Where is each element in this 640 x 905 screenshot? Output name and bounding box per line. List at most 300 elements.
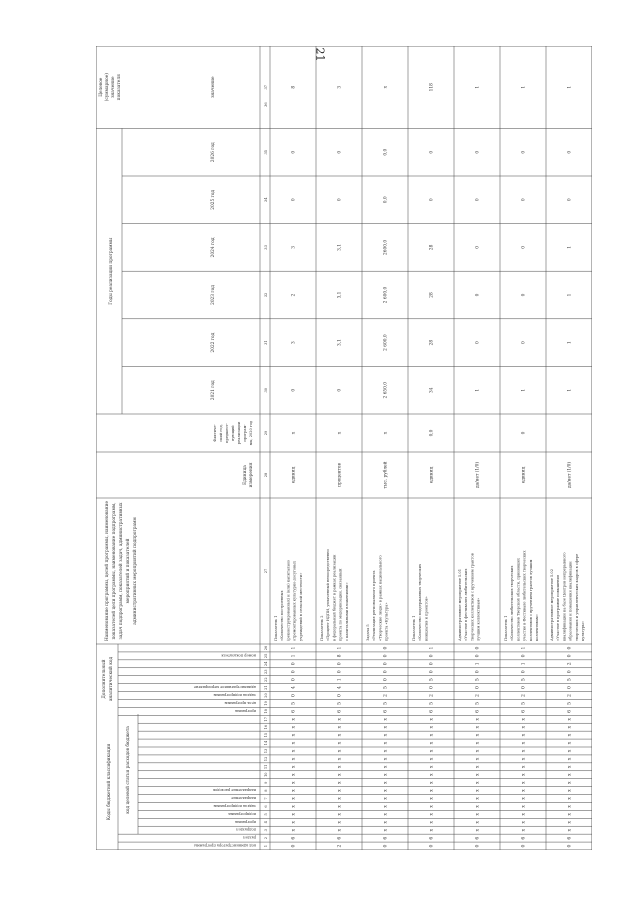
row-code-cell: х — [521, 773, 527, 777]
row-target: 8 — [291, 85, 297, 89]
row-name-line: лучшим коллективам» — [476, 597, 481, 641]
row-code-cell: 8 — [337, 654, 343, 658]
row-name-line: коллективов с вручением грантов лучшим — [528, 559, 533, 641]
row-year-value: 34 — [429, 387, 435, 393]
row-code-cell: 0 — [567, 654, 573, 658]
column-number: 37 — [264, 84, 268, 90]
row-name-line: (реконструированных) и (или) капитально — [286, 560, 291, 641]
column-number: 14 — [264, 740, 268, 746]
row-code-cell: х — [475, 781, 481, 784]
column-number: 17 — [264, 716, 268, 722]
row-code-cell: х — [429, 765, 435, 769]
column-number: 1 — [264, 844, 268, 848]
header-actual-year: вующий — [231, 425, 235, 441]
row-actual: х — [383, 431, 389, 435]
row-code-cell: х — [521, 820, 527, 824]
row-unit: да/нет (1/0) — [567, 461, 573, 489]
header-value-label: значение — [211, 76, 216, 98]
row-code-cell: х — [337, 805, 343, 808]
row-code-cell: 5 — [521, 678, 527, 682]
row-code-cell: х — [383, 749, 389, 753]
column-number: 33 — [264, 245, 268, 250]
row-code-cell: 5 — [475, 701, 481, 705]
row-code-cell: х — [429, 789, 435, 792]
row-code-cell: 0 — [521, 686, 527, 690]
row-target: 118 — [429, 83, 435, 92]
row-code-cell: х — [475, 805, 481, 808]
column-number: 5 — [264, 813, 268, 816]
header-actual-year: предшест- — [225, 423, 229, 443]
row-year-value: 1 — [521, 388, 527, 392]
row-name-line: Показатель 1 — [274, 615, 278, 641]
row-code-cell: 4 — [337, 686, 343, 690]
header-code-label: программа — [235, 708, 256, 713]
row-code-cell: х — [337, 820, 343, 824]
row-name-line: Задача 5 — [366, 624, 370, 641]
row-name-line: Административное мероприятие 5.01 — [458, 569, 462, 641]
row-code-cell: х — [475, 820, 481, 824]
row-code-cell: х — [429, 757, 435, 761]
row-code-cell: 1 — [475, 662, 481, 666]
row-code-cell: х — [291, 813, 297, 816]
header-actual-year: ский год, — [219, 424, 223, 442]
row-unit: да/нет (1/0) — [475, 461, 481, 489]
header-code-label: код администратора программы — [194, 843, 256, 848]
row-code-cell: 6 — [337, 709, 343, 713]
row-code-cell: х — [291, 828, 297, 832]
row-code-cell: х — [383, 773, 389, 777]
row-code-cell: 1 — [291, 646, 297, 650]
row-code-cell: х — [567, 757, 573, 761]
row-year-value: 2 600,0 — [383, 334, 389, 351]
header-budget-codes: Коды бюджетной классификации — [107, 743, 112, 821]
column-number: 11 — [264, 764, 268, 770]
row-year-value: 0 — [475, 246, 481, 249]
row-year-value: 0 — [291, 150, 297, 154]
column-number: 35 — [264, 149, 268, 155]
row-code-cell: 5 — [567, 701, 573, 705]
row-year-value: 2 600,0 — [383, 286, 389, 304]
row-code-cell: х — [429, 741, 435, 745]
row-year-value: 1 — [567, 388, 573, 392]
row-code-cell: х — [521, 797, 527, 800]
row-code-cell: 0 — [337, 662, 343, 666]
header-name: Наименование программы, целей программы, наименование — [105, 500, 110, 642]
column-number: 9 — [264, 781, 268, 784]
row-code-cell: 5 — [429, 678, 435, 682]
row-year-value: 28 — [429, 292, 435, 298]
column-number: 34 — [264, 197, 268, 203]
row-code-cell: х — [429, 797, 435, 800]
row-code-cell: х — [521, 805, 527, 808]
row-code-cell: х — [429, 813, 435, 816]
row-name-line: Показатель 2 — [320, 615, 324, 641]
row-code-cell: 0 — [291, 844, 297, 848]
row-code-cell: х — [567, 828, 573, 832]
row-year-value: 2 650,0 — [383, 381, 389, 399]
row-year-value: 2600,0 — [383, 239, 389, 255]
row-name-line: «Количество построенных — [280, 590, 285, 641]
row-code-cell: 0 — [567, 646, 573, 650]
row-code-cell: х — [383, 820, 389, 824]
header-year: 2024 год — [211, 237, 216, 258]
row-code-cell: 0 — [383, 678, 389, 682]
row-code-cell: 0 — [475, 670, 481, 674]
row-code-cell: х — [383, 741, 389, 745]
row-code-cell: 0 — [337, 694, 343, 697]
header-year: 2023 год — [211, 285, 216, 305]
row-year-value: 0 — [567, 198, 573, 202]
row-name-line: проекта по модернизации, связанный — [338, 568, 343, 641]
row-year-value: 1 — [475, 388, 481, 392]
column-number: 20 — [264, 693, 268, 698]
row-code-cell: х — [475, 749, 481, 753]
row-target: 1 — [567, 85, 573, 89]
row-year-value: 0 — [567, 150, 573, 154]
header-name: показателей цели программы, наименование подпрограмм, — [112, 502, 117, 640]
row-code-cell: х — [567, 773, 573, 777]
row-name-line: «Творческие люди» в рамках национального — [378, 555, 383, 641]
row-code-cell: 6 — [383, 709, 389, 713]
row-code-cell: 0 — [475, 646, 481, 650]
column-number: 21 — [264, 685, 268, 690]
header-actual-year: реализации — [237, 421, 241, 445]
header-expense-item: код целевой статьи расходов бюджета — [126, 726, 131, 814]
row-code-cell: 0 — [291, 662, 297, 666]
program-indicators-table — [96, 46, 592, 850]
column-number: 10 — [264, 772, 268, 778]
row-code-cell: х — [337, 813, 343, 816]
row-name-line: с капитальными вложениями» — [344, 582, 349, 641]
row-year-value: 0 — [521, 198, 527, 202]
row-code-cell: х — [337, 733, 343, 737]
row-code-cell: 6 — [337, 836, 343, 840]
row-code-cell: 5 — [567, 678, 573, 682]
row-code-cell: х — [521, 733, 527, 737]
row-code-cell: 6 — [291, 836, 297, 840]
row-code-cell: х — [567, 813, 573, 816]
row-name-line: творческих коллективов с вручением грантов — [470, 553, 475, 641]
row-code-cell: 0 — [429, 662, 435, 666]
row-actual: х — [291, 431, 297, 435]
row-code-cell: 6 — [521, 709, 527, 713]
row-year-value: 1 — [567, 341, 573, 344]
row-code-cell: х — [383, 717, 389, 721]
row-code-cell: х — [429, 773, 435, 777]
row-code-cell: х — [567, 805, 573, 808]
row-code-cell: х — [521, 813, 527, 816]
row-name-line: «Реализация регионального проекта — [372, 570, 377, 641]
row-code-cell: 0 — [521, 844, 527, 848]
row-code-cell: х — [383, 805, 389, 808]
column-number: 12 — [264, 756, 268, 762]
row-name-line: коллективов Тверской области, принявших — [516, 558, 521, 641]
column-number: 27 — [264, 568, 268, 574]
row-code-cell: х — [337, 789, 343, 792]
row-name-line: Показатель 1 — [504, 615, 508, 641]
row-code-cell: 0 — [521, 654, 527, 658]
row-code-cell: 6 — [383, 836, 389, 840]
row-code-cell: х — [567, 820, 573, 824]
row-code-cell: х — [567, 797, 573, 800]
row-year-value: 3,1 — [337, 243, 343, 251]
row-code-cell: х — [521, 765, 527, 769]
row-year-value: 3 — [291, 246, 297, 249]
row-code-cell: х — [337, 717, 343, 721]
row-code-cell: 2 — [429, 694, 435, 697]
row-code-cell: 1 — [337, 678, 343, 682]
header-target: показателя — [117, 74, 122, 101]
row-code-cell: х — [291, 725, 297, 729]
header-code-label: программа — [235, 819, 256, 824]
header-code-label: направление — [231, 796, 256, 800]
header-target: Целевое — [99, 77, 104, 97]
row-code-cell: 5 — [475, 678, 481, 682]
row-year-value: 0 — [337, 150, 343, 154]
row-name-line: «Количество любительских творческих — [510, 565, 515, 641]
column-number: 24 — [264, 661, 268, 667]
row-target: 3 — [337, 85, 343, 89]
header-actual-year: програм- — [243, 424, 247, 442]
row-code-cell: х — [567, 789, 573, 792]
row-code-cell: х — [337, 781, 343, 784]
row-year-value: 0 — [429, 150, 435, 154]
row-code-cell: х — [291, 797, 297, 800]
header-name: задач подпрограмм, показателей задач, административных — [119, 502, 124, 640]
header-code-label: подраздел — [236, 827, 256, 832]
row-name-line: Административное мероприятие 5.02 — [550, 569, 554, 641]
row-unit: единиц — [291, 466, 297, 484]
header-year: 2022 год — [211, 332, 216, 353]
row-code-cell: х — [383, 733, 389, 737]
row-actual: х — [337, 431, 343, 435]
row-year-value: 0 — [521, 293, 527, 297]
row-code-cell: 2 — [567, 662, 573, 666]
row-code-cell: 0 — [337, 670, 343, 674]
row-code-cell: 5 — [337, 701, 343, 705]
header-code-label: административное мероприятие — [193, 685, 256, 690]
row-name-line: коллективам» — [535, 614, 539, 641]
header-name: административных мероприятий подпрограмм — [133, 517, 138, 625]
row-code-cell: х — [383, 725, 389, 729]
row-year-value: 0 — [521, 150, 527, 154]
row-name-line: участие в Фестивале любительских творческих — [522, 550, 527, 641]
row-name-line: Показатель 1 — [412, 615, 416, 641]
row-code-cell: х — [429, 749, 435, 753]
row-target: 1 — [475, 85, 481, 89]
row-code-cell: 6 — [475, 709, 481, 713]
row-code-cell: х — [383, 757, 389, 761]
row-year-value: 2 — [291, 293, 297, 297]
row-name-line: инициатив и проектов» — [424, 596, 429, 641]
row-code-cell: 4 — [291, 686, 297, 690]
row-code-cell: х — [475, 797, 481, 800]
row-code-cell: х — [567, 725, 573, 729]
row-code-cell: х — [475, 773, 481, 777]
row-code-cell: х — [567, 717, 573, 721]
row-name-line: в федеральный бюджет в рамках реализации — [332, 554, 337, 641]
row-code-cell: х — [383, 828, 389, 832]
row-code-cell: х — [475, 733, 481, 737]
row-code-cell: х — [475, 725, 481, 729]
row-name-line: культуры» — [581, 620, 585, 641]
header-code-label: задача подпрограммы — [213, 803, 256, 808]
row-code-cell: х — [291, 789, 297, 792]
row-code-cell: 2 — [521, 694, 527, 697]
row-code-cell: 6 — [521, 836, 527, 840]
row-code-cell: 0 — [475, 844, 481, 848]
row-code-cell: х — [291, 773, 297, 777]
column-number: 8 — [264, 789, 268, 792]
row-name-line: «Количество поддержанных творческих — [418, 564, 423, 641]
header-code-label: направление расходов — [213, 788, 256, 793]
column-number: 26 — [264, 645, 268, 651]
row-year-value: 3,1 — [337, 339, 343, 347]
row-code-cell: 0 — [521, 670, 527, 674]
row-code-cell: 5 — [521, 701, 527, 705]
column-number: 23 — [264, 669, 268, 675]
header-code-label: цель программы — [224, 700, 256, 705]
row-code-cell: х — [337, 741, 343, 745]
row-code-cell: х — [383, 789, 389, 792]
row-code-cell: 1 — [521, 662, 527, 666]
row-code-cell: 0 — [383, 844, 389, 848]
row-year-value: 0 — [475, 293, 481, 297]
column-number: 36 — [264, 102, 268, 107]
row-unit: процентов — [337, 463, 343, 487]
row-code-cell: х — [521, 717, 527, 721]
row-target: 1 — [521, 85, 527, 89]
row-code-cell: 0 — [383, 646, 389, 650]
row-name-line: творческих и управленческих кадров в сфере — [574, 553, 579, 641]
row-year-value: 28 — [429, 244, 435, 251]
row-code-cell: х — [429, 805, 435, 808]
header-code-label: задача подпрограммы — [213, 693, 256, 697]
row-code-cell: х — [337, 749, 343, 753]
row-name-line: «Процент НДПИ, уплаченный непосредственно — [326, 549, 331, 641]
row-code-cell: 6 — [567, 836, 573, 840]
row-code-cell: х — [337, 765, 343, 769]
row-code-cell: х — [521, 741, 527, 745]
row-code-cell: х — [567, 733, 573, 737]
row-code-cell: 0 — [429, 654, 435, 658]
row-code-cell: х — [429, 828, 435, 832]
header-code-label: раздел — [242, 835, 256, 840]
row-actual: 0 — [521, 431, 527, 435]
row-code-cell: 0 — [567, 686, 573, 690]
row-code-cell: 2 — [337, 844, 343, 848]
row-name-line: проекта «Культура» — [384, 602, 389, 641]
row-code-cell: 6 — [475, 836, 481, 840]
header-actual-year: Фактиче- — [213, 424, 217, 442]
column-number: 16 — [264, 724, 268, 730]
header-actual-year: мы, 2020 год — [249, 420, 253, 446]
row-code-cell: х — [429, 717, 435, 721]
row-year-value: 1 — [567, 246, 573, 249]
row-code-cell: х — [475, 828, 481, 832]
column-number: 6 — [264, 805, 268, 808]
column-number: 31 — [264, 340, 268, 345]
row-name-line: учреждений в сельской местности» — [298, 572, 303, 641]
row-code-cell: 0 — [383, 662, 389, 666]
row-code-cell: 6 — [429, 836, 435, 840]
header-code-label: номер показателя — [221, 653, 256, 658]
row-code-cell: х — [521, 828, 527, 832]
header-years-title: Годы реализации программы — [109, 237, 114, 305]
row-code-cell: 5 — [383, 686, 389, 690]
column-number: 19 — [264, 701, 268, 706]
row-code-cell: 1 — [521, 646, 527, 650]
row-code-cell: х — [521, 781, 527, 784]
row-code-cell: 0 — [567, 844, 573, 848]
row-code-cell: х — [429, 725, 435, 729]
row-code-cell: 6 — [291, 709, 297, 713]
header-unit: Единица — [243, 465, 248, 485]
row-code-cell: 0 — [291, 678, 297, 682]
column-number: 3 — [264, 829, 268, 832]
row-code-cell: х — [383, 813, 389, 816]
row-code-cell: 1 — [429, 646, 435, 650]
column-number: 25 — [264, 653, 268, 659]
row-name-line: «Участие в фестивалях любительских — [464, 568, 469, 641]
row-year-value: 0 — [475, 341, 481, 344]
row-code-cell: х — [291, 733, 297, 737]
row-code-cell: х — [475, 789, 481, 792]
row-code-cell: 0 — [567, 670, 573, 674]
column-number: 15 — [264, 732, 268, 738]
row-code-cell: 1 — [291, 654, 297, 658]
header-year: 2025 год — [211, 189, 216, 210]
column-number: 2 — [264, 836, 268, 840]
row-year-value: 3 — [291, 341, 297, 344]
row-name-line: «Участие в программе повышения — [556, 574, 561, 641]
header-additional-code: Дополнительный — [102, 659, 107, 699]
row-code-cell: 2 — [383, 694, 389, 697]
row-code-cell: х — [291, 765, 297, 769]
table-canvas — [96, 46, 592, 850]
row-code-cell: х — [521, 725, 527, 729]
row-code-cell: х — [429, 820, 435, 824]
row-code-cell: х — [291, 781, 297, 784]
row-year-value: 1 — [567, 293, 573, 297]
row-code-cell: х — [337, 725, 343, 729]
header-additional-code: аналитический код — [109, 656, 114, 702]
header-target: (суммарное) — [105, 73, 110, 102]
row-year-value: 0,0 — [383, 196, 389, 204]
row-year-value: 3,1 — [337, 291, 343, 299]
row-unit: единиц — [429, 466, 435, 484]
row-code-cell: х — [475, 813, 481, 816]
row-year-value: 0 — [429, 198, 435, 202]
row-code-cell: х — [521, 749, 527, 753]
row-year-value: 0 — [291, 388, 297, 392]
row-code-cell: 6 — [567, 709, 573, 713]
row-code-cell: х — [383, 765, 389, 769]
column-number: 29 — [264, 430, 268, 436]
row-code-cell: 0 — [475, 686, 481, 690]
row-code-cell: 5 — [291, 701, 297, 705]
row-code-cell: х — [291, 749, 297, 753]
row-code-cell: х — [429, 781, 435, 784]
row-year-value: 0 — [521, 246, 527, 249]
row-code-cell: 0 — [429, 670, 435, 674]
row-code-cell: х — [337, 773, 343, 777]
row-code-cell: 0 — [429, 844, 435, 848]
row-unit: единиц — [521, 466, 527, 484]
row-year-value: 28 — [429, 339, 435, 346]
row-code-cell: х — [383, 797, 389, 800]
row-code-cell: х — [291, 757, 297, 761]
